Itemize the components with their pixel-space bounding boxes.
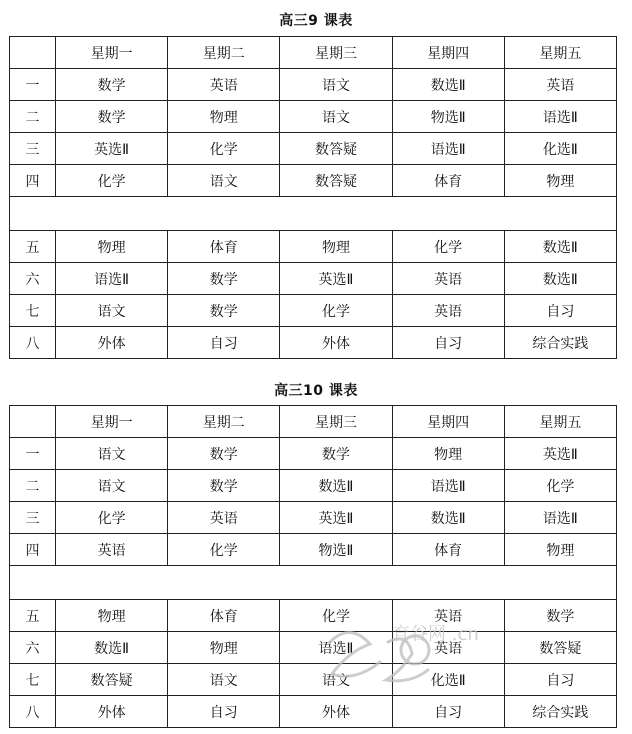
period-row [10, 327, 617, 359]
day-header: 星期五 [504, 406, 616, 438]
course-cell: 综合实践 [504, 327, 616, 359]
period-row [10, 231, 617, 263]
period-row [10, 438, 617, 470]
course-cell: 外体 [56, 327, 168, 359]
noon-break-row [10, 197, 617, 231]
course-cell: 自习 [504, 664, 616, 696]
course-cell: 体育 [168, 600, 280, 632]
period-label: 五 [10, 231, 56, 263]
corner-cell [10, 37, 56, 69]
course-cell: 化学 [168, 534, 280, 566]
course-cell: 数答疑 [56, 664, 168, 696]
course-cell: 自习 [168, 327, 280, 359]
course-cell: 自习 [504, 295, 616, 327]
noon-break-row [10, 566, 617, 600]
course-cell: 体育 [392, 534, 504, 566]
day-header: 星期五 [504, 37, 616, 69]
course-cell: 外体 [280, 696, 392, 728]
course-cell: 数选Ⅱ [280, 470, 392, 502]
day-header: 星期四 [392, 37, 504, 69]
timetable-class-9 [9, 36, 617, 359]
course-cell: 化学 [280, 600, 392, 632]
header-row [10, 37, 617, 69]
day-header: 星期一 [56, 37, 168, 69]
period-row [10, 470, 617, 502]
period-label: 五 [10, 600, 56, 632]
period-row [10, 696, 617, 728]
course-cell: 语文 [280, 664, 392, 696]
timetable-class-10 [9, 405, 617, 728]
course-cell: 物理 [168, 101, 280, 133]
day-header: 星期三 [280, 37, 392, 69]
course-cell: 物选Ⅱ [392, 101, 504, 133]
course-cell: 物理 [280, 231, 392, 263]
course-cell: 化选Ⅱ [392, 664, 504, 696]
course-cell: 英选Ⅱ [280, 263, 392, 295]
table-2-title: 高三10 课表 [274, 383, 358, 399]
period-row [10, 502, 617, 534]
course-cell: 物理 [504, 165, 616, 197]
period-label: 八 [10, 696, 56, 728]
course-cell: 语文 [56, 470, 168, 502]
header-row [10, 406, 617, 438]
course-cell: 数学 [168, 470, 280, 502]
course-cell: 数选Ⅱ [56, 632, 168, 664]
table-1-title: 高三9 课表 [279, 13, 353, 29]
course-cell: 语选Ⅱ [56, 263, 168, 295]
corner-cell [10, 406, 56, 438]
course-cell: 物理 [168, 632, 280, 664]
course-cell: 英语 [168, 502, 280, 534]
course-cell: 化学 [56, 502, 168, 534]
course-cell: 英语 [392, 263, 504, 295]
course-cell: 化选Ⅱ [504, 133, 616, 165]
period-row [10, 101, 617, 133]
course-cell: 语文 [56, 295, 168, 327]
course-cell: 物理 [504, 534, 616, 566]
course-cell: 语文 [280, 69, 392, 101]
course-cell: 数学 [56, 101, 168, 133]
period-row [10, 600, 617, 632]
period-label: 三 [10, 133, 56, 165]
course-cell: 英语 [504, 69, 616, 101]
course-cell: 数答疑 [280, 165, 392, 197]
day-header: 星期一 [56, 406, 168, 438]
course-cell: 综合实践 [504, 696, 616, 728]
course-cell: 英语 [392, 632, 504, 664]
course-cell: 英选Ⅱ [280, 502, 392, 534]
course-cell: 英语 [56, 534, 168, 566]
course-cell: 英选Ⅱ [56, 133, 168, 165]
course-cell: 英语 [168, 69, 280, 101]
period-label: 一 [10, 438, 56, 470]
course-cell: 化学 [168, 133, 280, 165]
course-cell: 物理 [56, 231, 168, 263]
course-cell: 外体 [280, 327, 392, 359]
period-row [10, 534, 617, 566]
course-cell: 语文 [168, 664, 280, 696]
period-label: 一 [10, 69, 56, 101]
course-cell: 物理 [56, 600, 168, 632]
period-label: 六 [10, 632, 56, 664]
course-cell: 外体 [56, 696, 168, 728]
course-cell: 数答疑 [504, 632, 616, 664]
period-label: 七 [10, 295, 56, 327]
course-cell: 自习 [168, 696, 280, 728]
course-cell: 语选Ⅱ [392, 133, 504, 165]
course-cell: 数学 [168, 263, 280, 295]
course-cell: 语选Ⅱ [392, 470, 504, 502]
course-cell: 数学 [168, 438, 280, 470]
course-cell: 数学 [168, 295, 280, 327]
course-cell: 数选Ⅱ [392, 69, 504, 101]
period-label: 七 [10, 664, 56, 696]
day-header: 星期二 [168, 406, 280, 438]
period-row [10, 664, 617, 696]
period-row [10, 165, 617, 197]
period-row [10, 263, 617, 295]
period-row [10, 133, 617, 165]
course-cell: 体育 [392, 165, 504, 197]
period-label: 八 [10, 327, 56, 359]
course-cell: 语选Ⅱ [504, 502, 616, 534]
course-cell: 英选Ⅱ [504, 438, 616, 470]
course-cell: 物理 [392, 438, 504, 470]
period-label: 六 [10, 263, 56, 295]
course-cell: 化学 [392, 231, 504, 263]
noon-break-cell [10, 566, 617, 600]
course-cell: 语文 [168, 165, 280, 197]
course-cell: 物选Ⅱ [280, 534, 392, 566]
course-cell: 数答疑 [280, 133, 392, 165]
course-cell: 化学 [504, 470, 616, 502]
course-cell: 体育 [168, 231, 280, 263]
course-cell: 语选Ⅱ [504, 101, 616, 133]
course-cell: 化学 [56, 165, 168, 197]
course-cell: 化学 [280, 295, 392, 327]
course-cell: 自习 [392, 696, 504, 728]
day-header: 星期三 [280, 406, 392, 438]
day-header: 星期二 [168, 37, 280, 69]
period-label: 三 [10, 502, 56, 534]
course-cell: 英语 [392, 295, 504, 327]
course-cell: 数选Ⅱ [504, 263, 616, 295]
course-cell: 自习 [392, 327, 504, 359]
course-cell: 英语 [392, 600, 504, 632]
period-label: 四 [10, 534, 56, 566]
course-cell: 数学 [280, 438, 392, 470]
period-label: 二 [10, 101, 56, 133]
period-label: 二 [10, 470, 56, 502]
noon-break-cell [10, 197, 617, 231]
period-row [10, 632, 617, 664]
course-cell: 数学 [504, 600, 616, 632]
course-cell: 数选Ⅱ [392, 502, 504, 534]
course-cell: 语文 [280, 101, 392, 133]
period-row [10, 295, 617, 327]
course-cell: 语文 [56, 438, 168, 470]
period-label: 四 [10, 165, 56, 197]
period-row [10, 69, 617, 101]
watermark-text: 育谷网 .cn [392, 624, 479, 645]
day-header: 星期四 [392, 406, 504, 438]
course-cell: 数选Ⅱ [504, 231, 616, 263]
course-cell: 语选Ⅱ [280, 632, 392, 664]
course-cell: 数学 [56, 69, 168, 101]
